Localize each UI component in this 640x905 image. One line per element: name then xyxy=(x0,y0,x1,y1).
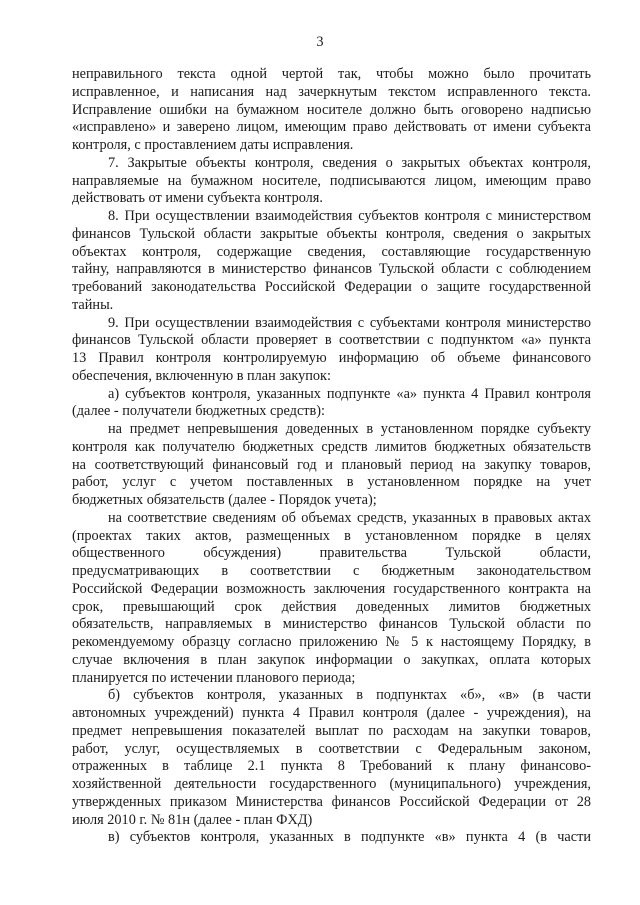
text-line: б) субъектов контроля, указанных в подпунктах «б», «в» (в части xyxy=(108,687,591,704)
page-number: 3 xyxy=(316,34,324,50)
text-line: исправленное, и написания над зачеркнутым текстом исправленного текста. xyxy=(72,83,591,100)
text-line: на соответствие сведениям об объемах средств, указанных в правовых актах xyxy=(108,509,591,526)
text-line: планируется по истечении планового периода; xyxy=(72,669,356,686)
text-line: контроля как получателю бюджетных средств лимитов бюджетных обязательств xyxy=(72,438,591,455)
text-line: тайны. xyxy=(72,296,114,313)
text-line: 7. Закрытые объекты контроля, сведения о закрытых объектах контроля, xyxy=(108,154,591,171)
text-line: объектах контроля, содержащие сведения, составляющие государственную xyxy=(72,243,591,260)
text-line: 9. При осуществлении взаимодействия с субъектами контроля министерство xyxy=(108,314,591,331)
text-line: 13 Правил контроля контролируемую информацию об объеме финансового xyxy=(72,350,591,366)
text-line: автономных учреждений) пункта 4 Правил контроля (далее - учреждения), на xyxy=(72,705,591,721)
document-body xyxy=(72,66,591,847)
text-line: случае включения в план закупок информации о закупках, оплата которых xyxy=(72,651,591,668)
clause-8 xyxy=(72,208,591,315)
text-line: 8. При осуществлении взаимодействия субъектов контроля с министерством xyxy=(108,208,591,224)
text-line: неправильного текста одной чертой так, чтобы можно было прочитать xyxy=(72,66,591,82)
clause-9 xyxy=(72,315,591,386)
text-line: предусматривающих в соответствии с бюджетным законодательством xyxy=(72,563,591,579)
text-line: финансов Тульской области проверяет в соответствии с подпунктом «а» пункта xyxy=(72,332,591,349)
subclause-a xyxy=(72,386,591,422)
subclause-v xyxy=(72,829,591,847)
text-line: (далее - получатели бюджетных средств): xyxy=(72,403,326,420)
text-line: обязательств, направляемых в министерство финансов Тульской области по xyxy=(72,616,591,633)
text-line: хозяйственной деятельности государственного (муниципального) учреждения, xyxy=(72,776,591,792)
text-line: общественного обсуждения) правительства Тульской области, xyxy=(72,545,591,562)
text-line: утвержденных приказом Министерства финансов Российской Федерации от 28 xyxy=(72,793,591,810)
text-line: Российской Федерации возможность заключения государственного контракта на xyxy=(72,580,591,597)
text-line: (проектах таких актов, размещенных в установленном порядке в целях xyxy=(72,527,591,544)
text-line: а) субъектов контроля, указанных подпункте «а» пункта 4 Правил контроля xyxy=(108,385,591,402)
text-line: рекомендуемому образцу согласно приложению № 5 к настоящему Порядку, в xyxy=(72,634,591,650)
text-line: на предмет непревышения доведенных в установленном порядке субъекту xyxy=(108,421,591,437)
text-line: работ, услуг, осуществляемых в соответствии с Федеральным законом, xyxy=(72,740,591,757)
text-line: контроля, с проставлением даты исправления. xyxy=(72,137,354,153)
text-line: направляемые на бумажном носителе, подписываются лицом, имеющим право xyxy=(72,172,591,189)
text-line: обеспечения, включенную в план закупок: xyxy=(72,367,331,384)
text-line: «исправлено» и заверено лицом, имеющим право действовать от имени субъекта xyxy=(72,119,591,136)
text-line: предмет непревышения показателей выплат по расходам на закупки товаров, xyxy=(72,722,591,739)
text-line: действовать от имени субъекта контроля. xyxy=(72,190,323,207)
text-line: финансов Тульской области закрытые объекты контроля, сведения о закрытых xyxy=(72,225,591,242)
text-line: в) субъектов контроля, указанных в подпункте «в» пункта 4 (в части xyxy=(108,829,591,846)
text-line: отраженных в таблице 2.1 пункта 8 Требований к плану финансово- xyxy=(72,758,591,775)
text-line: на соответствующий финансовый год и плановый период на закупку товаров, xyxy=(72,456,591,473)
paragraph-continuation xyxy=(72,66,591,155)
subclause-b xyxy=(72,687,591,829)
text-line: тайну, направляются в министерство финансов Тульской области с соблюдением xyxy=(72,261,591,278)
text-line: работ, услуг с учетом поставленных в установленном порядке на учет xyxy=(72,474,591,491)
subclause-a-item-legal-acts xyxy=(72,510,591,688)
text-line: бюджетных обязательств (далее - Порядок учета); xyxy=(72,492,377,508)
text-line: требований законодательства Российской Федерации о защите государственной xyxy=(72,279,591,295)
clause-7 xyxy=(72,155,591,208)
text-line: июля 2010 г. № 81н (далее - план ФХД) xyxy=(72,811,313,828)
text-line: Исправление ошибки на бумажном носителе должно быть оговорено надписью xyxy=(72,101,591,118)
subclause-a-item-limits xyxy=(72,421,591,510)
text-line: срок, превышающий срок действия доведенных лимитов бюджетных xyxy=(72,598,591,615)
